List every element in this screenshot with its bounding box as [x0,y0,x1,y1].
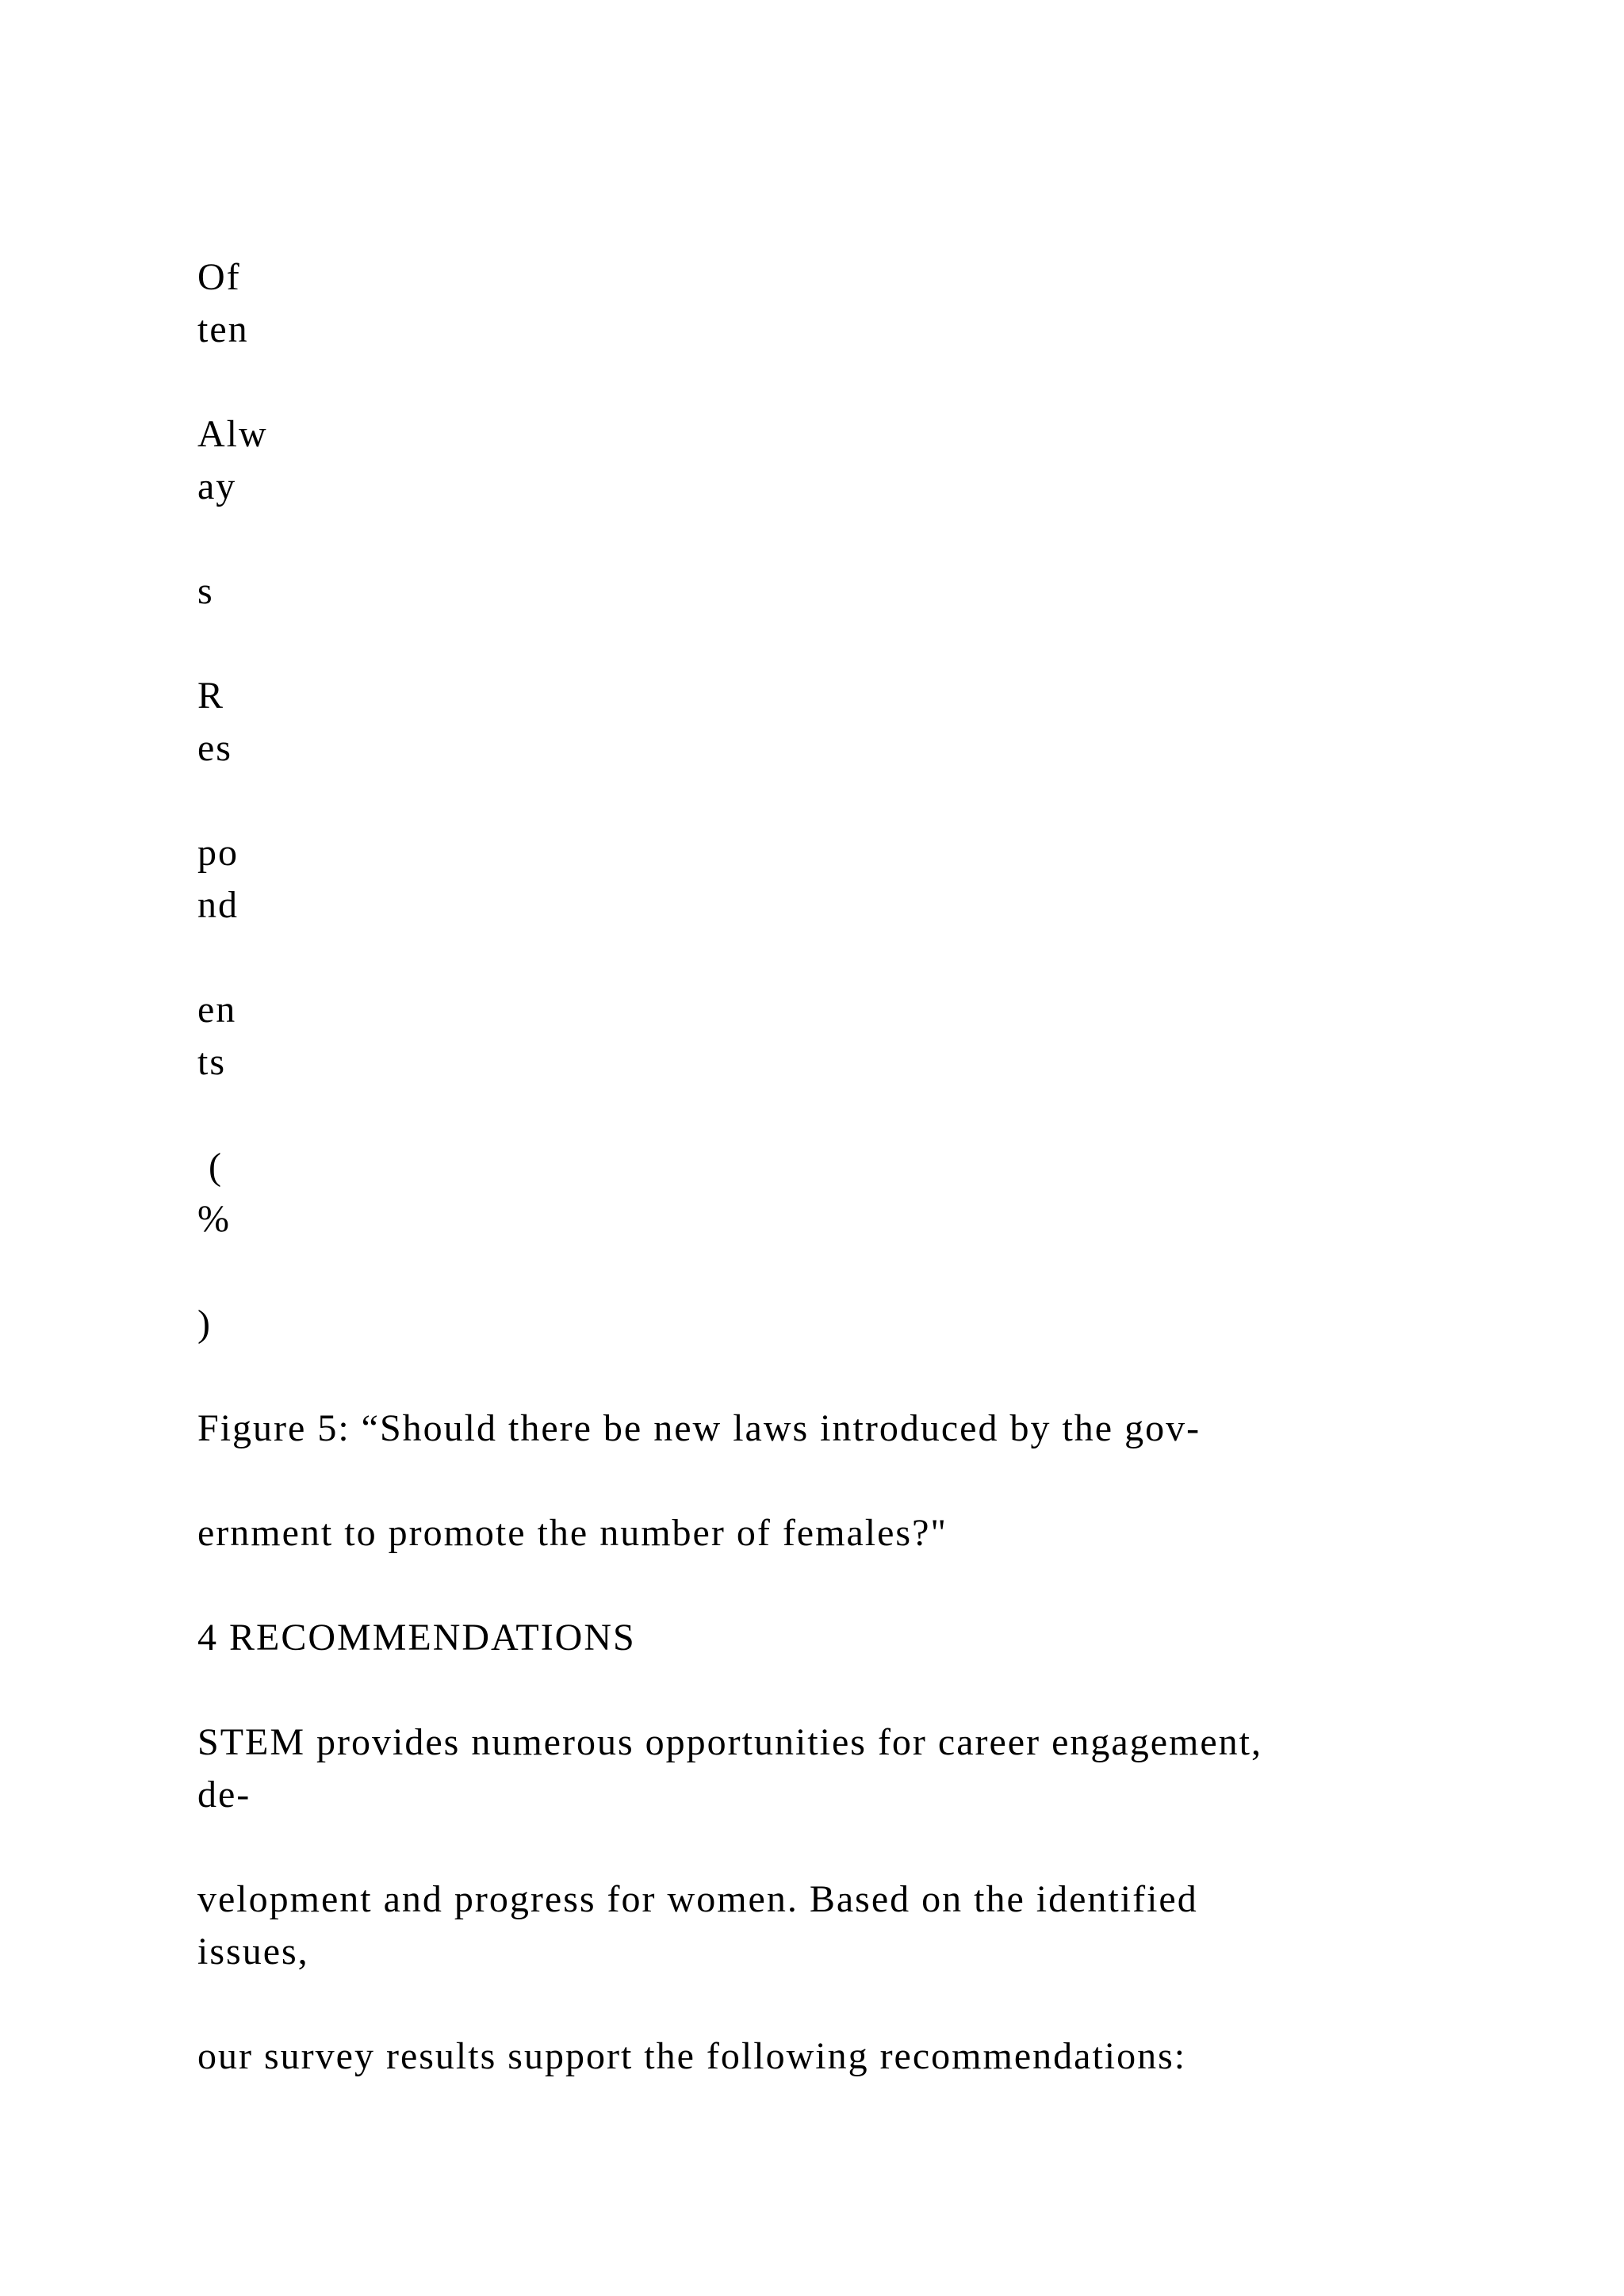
fragment-line: ) [197,1303,212,1345]
fragment-line: po [197,832,239,874]
fragment-line: Alw [197,413,268,455]
fragment-line: ten [197,308,249,350]
paragraph-line: our survey results support the following recommendations: [197,2035,1187,2077]
paragraph-line: de- [197,1774,251,1816]
figure-caption-line-1: Figure 5: “Should there be new laws introduced by the gov- [197,1407,1201,1449]
fragment-line: Of [197,256,241,298]
fragment-line: nd [197,884,239,926]
section-heading: 4 RECOMMENDATIONS [197,1617,636,1659]
fragment-line: ( [197,1146,223,1188]
fragment-line: s [197,570,214,612]
fragment-line: ts [197,1041,227,1083]
paragraph-line: issues, [197,1931,309,1973]
figure-caption-line-2: ernment to promote the number of females?" [197,1512,948,1554]
fragment-line: ay [197,465,237,507]
fragment-line: es [197,727,232,769]
fragment-line: % [197,1198,231,1240]
fragment-line: R [197,675,225,717]
paragraph-line: velopment and progress for women. Based on the identified [197,1878,1198,1920]
fragment-line: en [197,989,237,1031]
paragraph-line: STEM provides numerous opportunities for career engagement, [197,1721,1262,1763]
